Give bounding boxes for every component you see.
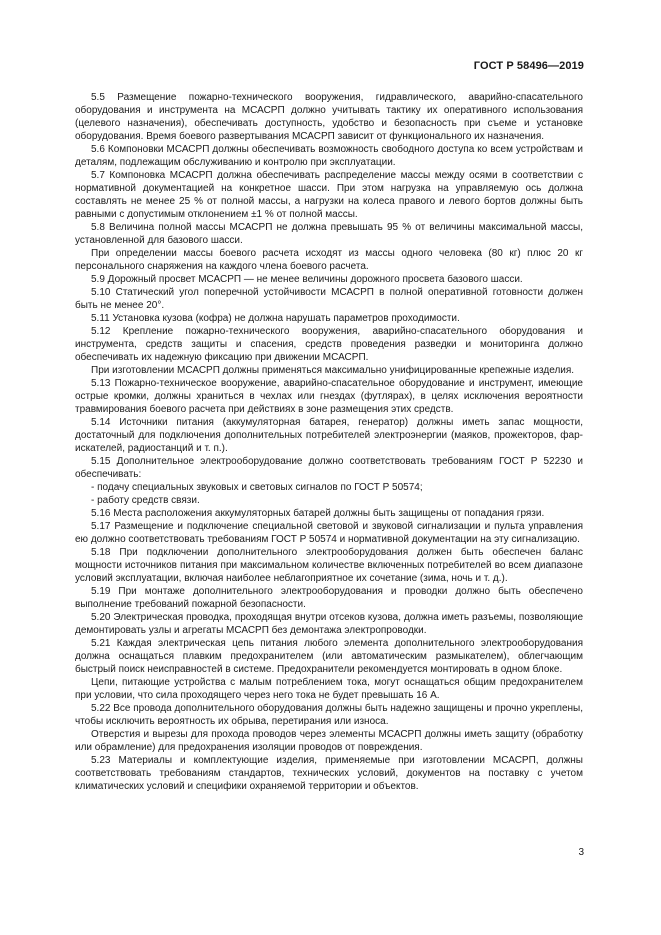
paragraph-5-6: 5.6 Компоновки МСАСРП должны обеспечивать возможность свободного доступа ко всем устройствам и деталям, подлежащим обслуживанию и контролю при эксплуатации. — [75, 144, 583, 168]
paragraph-5-21-note: Цепи, питающие устройства с малым потреблением тока, могут оснащаться общим предохранителем при условии, что сила проходящего через него тока не будет превышать 16 А. — [75, 677, 583, 701]
paragraph-5-11: 5.11 Установка кузова (кофра) не должна нарушать параметров проходимости. — [91, 313, 460, 324]
paragraph-5-19: 5.19 При монтаже дополнительного электрооборудования и проводки должно быть обеспечено выполнение требований пожарной безопасности. — [75, 586, 583, 610]
paragraph-5-22-note: Отверстия и вырезы для прохода проводов через элементы МСАСРП должны иметь защиту (обработку или обрамление) для предохранения изоляции проводов от повреждения. — [75, 729, 583, 753]
paragraph-5-5: 5.5 Размещение пожарно-технического вооружения, гидравлического, аварийно-спасательного оборудования и инструмента на МСАСРП должно учитывать тактику их оперативного использования (целевого назначения), обеспечивать доступность, удобство и безопасность при съеме и установке оборудования. Время боевого развертывания МСАСРП зависит от функционального их назначения. — [75, 92, 583, 142]
paragraph-5-15: 5.15 Дополнительное электрооборудование должно соответствовать требованиям ГОСТ Р 52230 и обеспечивать: — [75, 456, 583, 480]
paragraph-5-16: 5.16 Места расположения аккумуляторных батарей должны быть защищены от попадания грязи. — [91, 508, 545, 519]
paragraph-5-7: 5.7 Компоновка МСАСРП должна обеспечивать распределение массы между осями в соответствии с нормативной документацией на конкретное шасси. При этом нагрузка на управляемую ось должна составлять не менее 25 % от полной массы, а нагрузки на колеса правого и левого бортов должны быть равными с допустимым отклонением ±1 % от полной массы. — [75, 170, 583, 220]
list-item-signals: - подачу специальных звуковых и световых сигналов по ГОСТ Р 50574; — [91, 482, 423, 493]
list-item-communication: - работу средств связи. — [91, 495, 200, 506]
paragraph-5-20: 5.20 Электрическая проводка, проходящая внутри отсеков кузова, должна иметь разъемы, позволяющие демонтировать узлы и агрегаты МСАСРП без демонтажа электропроводки. — [75, 612, 583, 636]
paragraph-5-22: 5.22 Все провода дополнительного оборудования должны быть надежно защищены и прочно укреплены, чтобы исключить вероятность их обрыва, перетирания или износа. — [75, 703, 583, 727]
paragraph-5-8: 5.8 Величина полной массы МСАСРП не должна превышать 95 % от величины максимальной массы, установленной для базового шасси. — [75, 222, 583, 246]
page-number: 3 — [578, 847, 584, 858]
paragraph-5-14: 5.14 Источники питания (аккумуляторная батарея, генератор) должны иметь запас мощности, достаточный для подключения дополнительных потребителей электроэнергии (маяков, прожекторов, фар-искателей, радиостанций и т. п.). — [75, 417, 583, 454]
paragraph-5-10: 5.10 Статический угол поперечной устойчивости МСАСРП в полной оперативной готовности должен быть не менее 20°. — [75, 287, 583, 311]
paragraph-5-17: 5.17 Размещение и подключение специальной световой и звуковой сигнализации и пульта управления ею должно соответствовать требованиям ГОСТ Р 50574 и нормативной документации на эту сигнализацию. — [75, 521, 583, 545]
paragraph-5-21: 5.21 Каждая электрическая цепь питания любого элемента дополнительного электрооборудования должна оснащаться плавким предохранителем (или автоматическим размыкателем), облегчающим быстрый поиск неисправностей в системе. Предохранители рекомендуется монтировать в одном блоке. — [75, 638, 583, 675]
paragraph-5-9: 5.9 Дорожный просвет МСАСРП — не менее величины дорожного просвета базового шасси. — [91, 274, 523, 285]
paragraph-5-8-note: При определении массы боевого расчета исходят из массы одного человека (80 кг) плюс 20 кг персонального снаряжения на каждого члена боевого расчета. — [75, 248, 583, 272]
document-standard-code: ГОСТ Р 58496—2019 — [473, 60, 584, 72]
document-body — [75, 91, 583, 793]
paragraph-5-12-note: При изготовлении МСАСРП должны применяться максимально унифицированные крепежные изделия. — [91, 365, 575, 376]
paragraph-5-18: 5.18 При подключении дополнительного электрооборудования должен быть обеспечен баланс мощности источников питания при максимальном количестве включенных потребителей во всем диапазоне условий эксплуатации, включая наиболее неблагоприятное их сочетание (зима, ночь и т. д.). — [75, 547, 583, 584]
paragraph-5-13: 5.13 Пожарно-техническое вооружение, аварийно-спасательное оборудование и инструмент, имеющие острые кромки, должны храниться в чехлах или гнездах (футлярах), в целях исключения вероятности травмирования боевого расчета при действиях в зоне размещения этих средств. — [75, 378, 583, 415]
paragraph-5-12: 5.12 Крепление пожарно-технического вооружения, аварийно-спасательного оборудования и инструмента, средств защиты и спасения, средств проведения разведки и мониторинга должно обеспечивать их надежную фиксацию при движении МСАСРП. — [75, 326, 583, 363]
paragraph-5-23: 5.23 Материалы и комплектующие изделия, применяемые при изготовлении МСАСРП, должны соответствовать требованиям стандартов, технических условий, документов на поставку с учетом климатических условий и специфики охраняемой территории и объектов. — [75, 755, 583, 792]
